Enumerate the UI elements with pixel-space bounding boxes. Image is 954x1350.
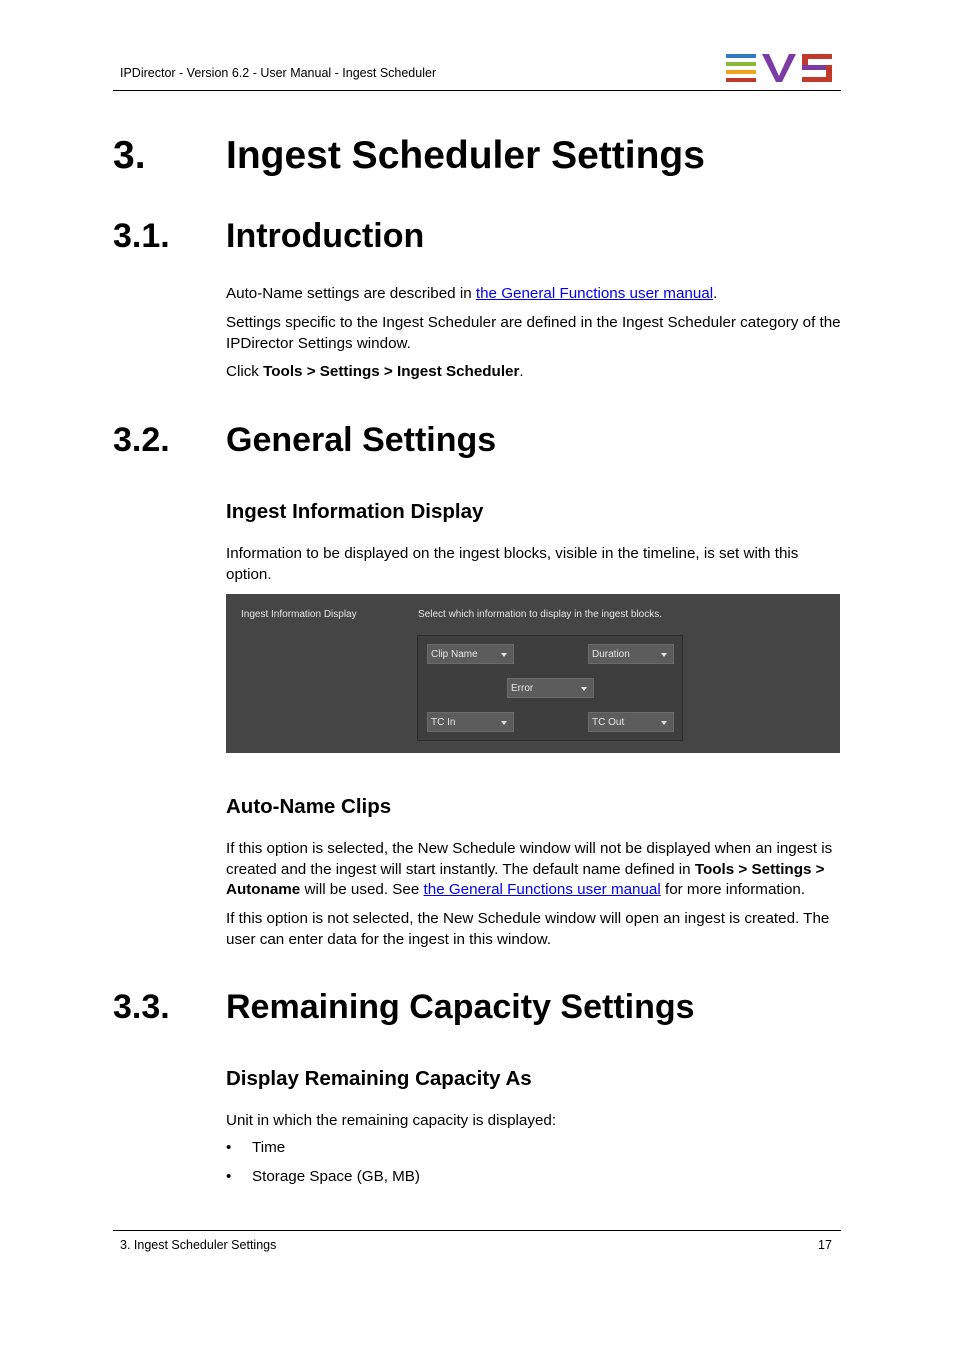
footer-rule — [113, 1230, 841, 1231]
section-number-general: 3.2. — [113, 421, 170, 459]
evs-logo — [726, 54, 834, 82]
subheading-auto-name: Auto-Name Clips — [226, 795, 392, 818]
chapter-title: Ingest Scheduler Settings — [226, 134, 705, 177]
chevron-down-icon — [501, 653, 507, 657]
dropdown-bottom-left[interactable]: TC In — [427, 712, 514, 732]
chapter-number: 3. — [113, 134, 146, 177]
footer-chapter: 3. Ingest Scheduler Settings — [120, 1238, 277, 1252]
section-title-general: General Settings — [226, 421, 497, 459]
chevron-down-icon — [501, 721, 507, 725]
list-item: Time — [252, 1139, 286, 1156]
subheading-ingest-info: Ingest Information Display — [226, 500, 484, 523]
logo-bar — [726, 62, 756, 66]
section-number-remaining: 3.3. — [113, 988, 170, 1026]
intro-paragraph-2: Settings specific to the Ingest Scheduler are defined in the Ingest Scheduler category of the IPDirector Settings window. — [226, 314, 841, 352]
dropdown-center[interactable]: Error — [507, 678, 594, 698]
logo-bar — [726, 78, 756, 82]
logo-v — [762, 54, 796, 82]
header-rule — [113, 90, 841, 91]
dropdown-bottom-right[interactable]: TC Out — [588, 712, 674, 732]
dropdown-top-left[interactable]: Clip Name — [427, 644, 514, 664]
list-item: Storage Space (GB, MB) — [252, 1168, 420, 1185]
logo-bar — [726, 70, 756, 74]
intro-paragraph-3: Click Tools > Settings > Ingest Scheduler. — [226, 363, 524, 380]
general-functions-link[interactable]: the General Functions user manual — [475, 285, 714, 302]
subheading-display-capacity: Display Remaining Capacity As — [226, 1067, 532, 1090]
bullet-marker: • — [226, 1168, 232, 1185]
chevron-down-icon — [581, 687, 587, 691]
intro-paragraph-1: Auto-Name settings are described in the General Functions user manual. — [226, 285, 718, 302]
bullet-marker: • — [226, 1139, 232, 1156]
page-number: 17 — [818, 1238, 832, 1252]
running-header: IPDirector - Version 6.2 - User Manual - Ingest Scheduler — [120, 66, 437, 80]
general-functions-link[interactable]: the General Functions user manual — [423, 881, 661, 898]
dropdown-top-right[interactable]: Duration — [588, 644, 674, 664]
auto-name-paragraph-1: If this option is selected, the New Schedule window will not be displayed when an ingest is created and the ingest will start instantly. The default name defined in Tools > Settings > Autoname will be used. See the General Functions user manual for more information. — [226, 840, 833, 898]
logo-bar — [726, 54, 756, 58]
auto-name-paragraph-2: If this option is not selected, the New Schedule window will open an ingest is created. The user can enter data for the ingest in this window. — [226, 910, 830, 948]
section-number-introduction: 3.1. — [113, 217, 170, 255]
chevron-down-icon — [661, 721, 667, 725]
section-title-introduction: Introduction — [226, 217, 425, 255]
logo-s-bottom — [802, 77, 832, 82]
setting-label: Ingest Information Display — [241, 609, 357, 620]
setting-instruction: Select which information to display in the ingest blocks. — [418, 609, 663, 620]
capacity-intro: Unit in which the remaining capacity is displayed: — [226, 1112, 557, 1129]
section-title-remaining: Remaining Capacity Settings — [226, 988, 695, 1026]
ingest-info-settings-screenshot — [226, 594, 840, 753]
ingest-info-paragraph: Information to be displayed on the ingest blocks, visible in the timeline, is set with this option. — [226, 545, 799, 583]
chevron-down-icon — [661, 653, 667, 657]
